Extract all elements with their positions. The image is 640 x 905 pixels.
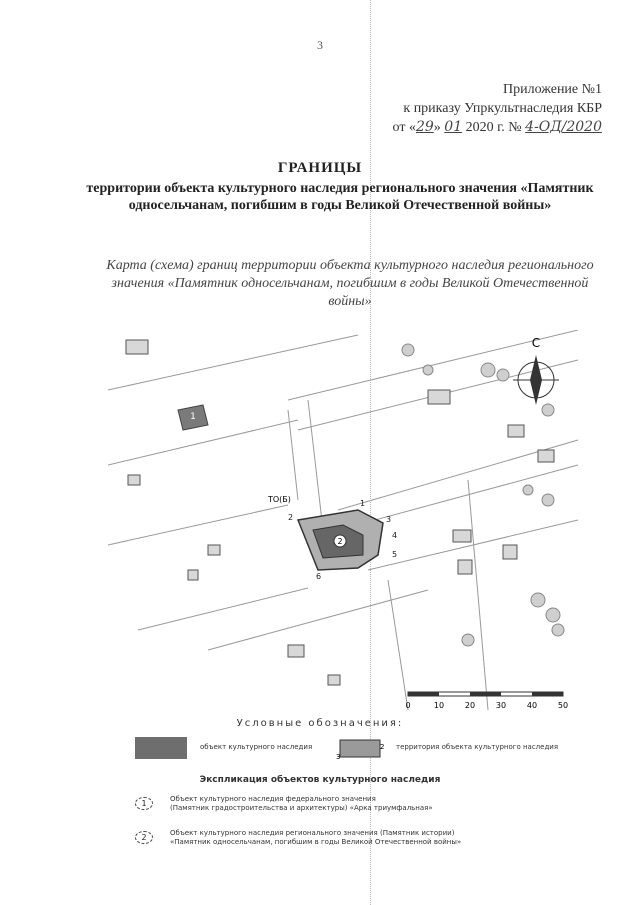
legend-territory-swatch xyxy=(330,737,390,761)
legend-object-label: объект культурного наследия xyxy=(200,743,313,751)
date-prefix: от « xyxy=(392,120,416,135)
explication-item-1 xyxy=(170,795,433,813)
object-2-label: 2 xyxy=(337,537,343,546)
explication-item-1-line1: Объект культурного наследия федерального значения xyxy=(170,795,376,803)
explication-item-1-line2: (Памятник градостроительства и архитектуры) «Арка триумфальная» xyxy=(170,804,433,812)
map-caption: Карта (схема) границ территории объекта культурного наследия регионального значения «Памятник односельчанам, погибшим в годы Великой Отечественной войны» xyxy=(106,258,594,309)
explication-item-2-line1: Объект культурного наследия регионального значения (Памятник истории) xyxy=(170,829,455,837)
document-title: ГРАНИЦЫ xyxy=(277,160,363,176)
date-year: 2020 г. № xyxy=(465,120,522,135)
scale-tick-30: 30 xyxy=(495,701,507,710)
vertex-3: 3 xyxy=(386,515,392,524)
north-arrow xyxy=(513,336,559,405)
legend-heading: Условные обозначения: xyxy=(236,718,404,729)
appendix-line1: Приложение №1 xyxy=(503,82,602,97)
explication-item-2 xyxy=(170,829,461,847)
vertex-1: 1 xyxy=(360,499,366,508)
legend-territory-num-b: 3 xyxy=(336,753,341,761)
document-subtitle: территории объекта культурного наследия регионального значения «Памятник односельчанам, погибшим в годы Великой Отечественной войны» xyxy=(86,181,594,213)
scale-tick-50: 50 xyxy=(557,701,569,710)
legend-territory-label: территория объекта культурного наследия xyxy=(396,743,559,751)
scale-tick-20: 20 xyxy=(464,701,476,710)
legend-territory-num-a: 2 xyxy=(380,743,385,751)
vertex-6: 6 xyxy=(316,572,322,581)
explication-item-2-line2: «Памятник односельчанам, погибшим в годы Великой Отечественной войны» xyxy=(170,838,462,846)
appendix-line2: к приказу Упркультнаследия КБР xyxy=(403,101,602,116)
north-label: С xyxy=(531,336,541,350)
date-month: 01 xyxy=(444,119,463,135)
order-number: 4-ОД/2020 xyxy=(525,119,602,135)
page-number: 3 xyxy=(317,38,323,52)
explication-heading: Экспликация объектов культурного наследия xyxy=(199,775,441,785)
explication-num-1: 1 xyxy=(135,797,153,810)
scale-tick-10: 10 xyxy=(433,701,445,710)
object-1-label: 1 xyxy=(190,412,196,422)
vertex-5: 5 xyxy=(392,550,398,559)
scale-tick-40: 40 xyxy=(526,701,538,710)
appendix-date-line xyxy=(393,118,602,137)
date-day: 29 xyxy=(415,119,434,135)
point-label: ТО(Б) xyxy=(268,495,291,504)
scale-tick-0: 0 xyxy=(405,701,411,710)
vertex-2: 2 xyxy=(288,513,294,522)
vertex-4: 4 xyxy=(392,531,398,540)
appendix-block xyxy=(393,80,602,137)
date-mid: » xyxy=(433,120,441,135)
legend-object-swatch xyxy=(135,737,187,759)
boundary-map xyxy=(108,330,580,712)
explication-num-2: 2 xyxy=(135,831,153,844)
